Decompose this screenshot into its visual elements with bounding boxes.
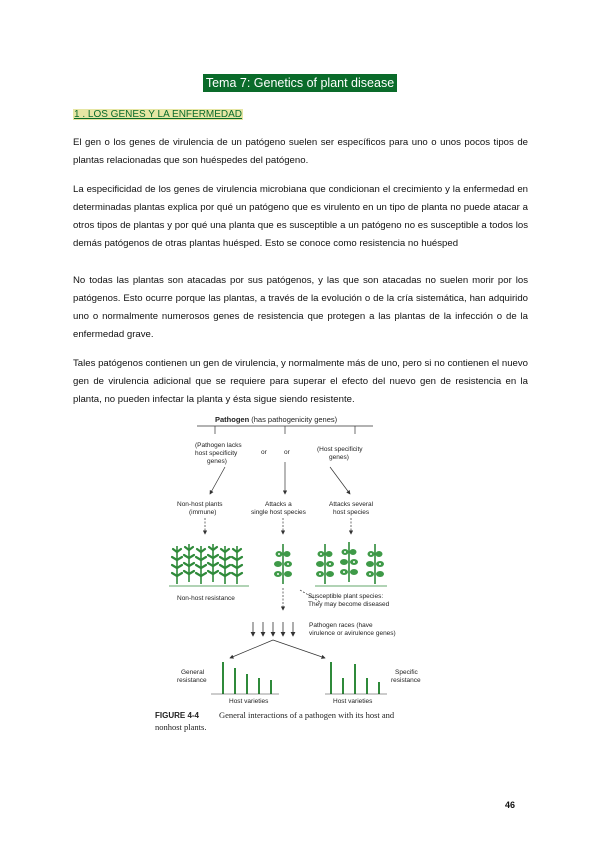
nonhost-plants-illustration [172, 544, 242, 584]
fig-lacks-3: genes) [207, 458, 227, 465]
fig-susceptible-1: Susceptible plant species: [308, 593, 384, 600]
specific-resistance-bars [331, 662, 379, 694]
paragraph-1: El gen o los genes de virulencia de un patógeno suelen ser específicos para uno o unos pocos tipos de plantas relacionadas que son huéspedes del patógeno. [73, 137, 528, 166]
fig-attacks-several-1: Attacks several [329, 501, 374, 508]
fig-pathogen-label: Pathogen (has pathogenicity genes) [215, 415, 338, 424]
title-text: Tema 7: Genetics of plant disease [203, 74, 397, 92]
fig-nonhost-1: Non-host plants [177, 501, 223, 508]
fig-or-1: or [261, 449, 267, 456]
fig-specific-2: genes) [329, 454, 349, 461]
fig-host-varieties-right: Host varieties [333, 698, 373, 705]
paragraph-3: No todas las plantas son atacadas por sus patógenos, y las que son atacadas no suelen morir por los patógenos. Esto ocurre porque las plantas, a través de la evolución o de la cría sistemática, han adquirido uno o normalmente numerosos genes de resistencia que protegen a las plantas de la infección o de la enfermedad grave. [73, 275, 528, 340]
fig-host-varieties-left: Host varieties [229, 698, 269, 705]
fig-general-2: resistance [177, 677, 207, 684]
fig-attacks-single-2: single host species [251, 509, 306, 516]
fig-races-1: Pathogen races (have [309, 622, 373, 629]
pathogen-races-arrows [253, 622, 293, 636]
fig-specific-res-1: Specific [395, 669, 418, 676]
fig-races-2: virulence or avirulence genes) [309, 630, 396, 637]
paragraph-4: Tales patógenos contienen un gen de virulencia, y normalmente más de uno, pero si no contienen el nuevo gen de virulencia adicional que se requiere para superar el efecto del nuevo gen de resistencia en la planta, no pueden infectar la planta y ésta sigue siendo resistente. [73, 358, 528, 405]
fig-nonhost-2: (immune) [189, 509, 217, 516]
fig-or-2: or [284, 449, 290, 456]
fig-caption-text-2: nonhost plants. [155, 722, 207, 732]
fig-lacks-1: (Pathogen lacks [195, 442, 242, 449]
fig-caption-text: General interactions of a pathogen with its host and [219, 710, 395, 720]
several-host-plants-illustration [316, 542, 384, 584]
fig-nonhost-resistance: Non-host resistance [177, 595, 235, 602]
single-host-plant-illustration [274, 544, 292, 584]
page-number: 46 [505, 800, 516, 810]
general-resistance-bars [223, 662, 271, 694]
paragraph-2: La especificidad de los genes de virulencia microbiana que condicionan el crecimiento y la enfermedad en determinadas plantas explica por qué un patógeno que es virulento en un tipo de planta no puede atacar a otros tipos de plantas y por qué una planta que es susceptible a un patógeno no es susceptible a todos los demás patógenos de otras plantas huésped. Esto se conoce como resistencia no huésped [73, 184, 528, 249]
fig-lacks-2: host specificity [195, 450, 238, 457]
fig-specific-1: (Host specificity [317, 446, 363, 453]
fig-susceptible-2: They may become diseased [308, 601, 390, 608]
fig-general-1: General [181, 669, 205, 676]
fig-caption-label: FIGURE 4-4 [155, 711, 200, 720]
fig-attacks-single-1: Attacks a [265, 501, 292, 508]
fig-specific-res-2: resistance [391, 677, 421, 684]
figure-pathogen-interactions [155, 412, 445, 742]
document-title [0, 74, 600, 92]
section-heading: 1 . LOS GENES Y LA ENFERMEDAD [74, 109, 243, 120]
fig-attacks-several-2: host species [333, 509, 370, 516]
